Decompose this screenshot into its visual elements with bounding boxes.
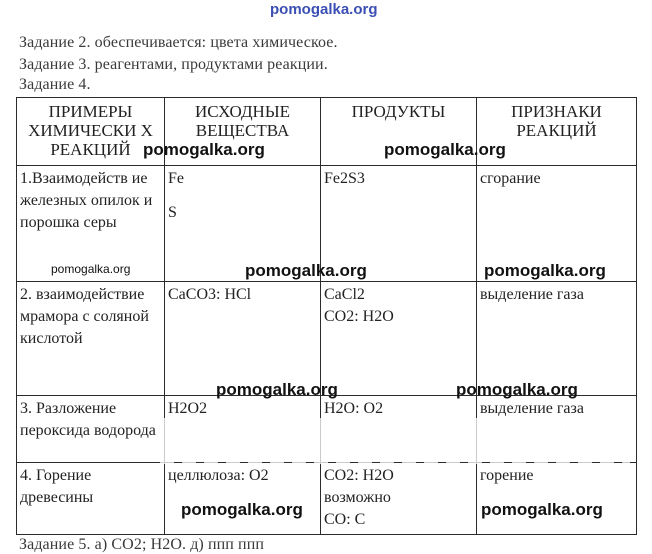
header-reagents: ИСХОДНЫЕ ВЕЩЕСТВА [165, 98, 321, 166]
cell-example: 1.Взаимодейств ие железных опилок и порошка серы [17, 166, 165, 282]
cell-example: 2. взаимодействие мрамора с соляной кислотой [17, 282, 165, 396]
task3-line: Задание 3. реагентами, продуктами реакции. [19, 56, 328, 73]
reagent-text: S [168, 204, 177, 221]
cell-sign: горение [477, 463, 637, 535]
watermark: pomogalka.org [143, 140, 265, 159]
table-row [17, 396, 637, 463]
cell-reagents: целлюлоза: O2 [165, 463, 321, 535]
cell-sign: выделение газа [477, 396, 637, 463]
cell-products [321, 282, 477, 396]
cell-sign: сгорание [477, 166, 637, 282]
table-row [17, 282, 637, 396]
header-examples: ПРИМЕРЫ ХИМИЧЕСКИ Х РЕАКЦИЙ [17, 98, 165, 166]
cell-products: H2O: O2 [321, 396, 477, 463]
watermark: pomogalka.org [181, 500, 303, 519]
product-text: возможно [324, 489, 391, 506]
product-text: CO: C [324, 511, 366, 528]
reactions-table [16, 97, 637, 535]
task4-line: Задание 4. [19, 76, 91, 93]
watermark: pomogalka.org [384, 140, 506, 159]
product-text: CO2: H2O [324, 308, 394, 325]
cell-example: 3. Разложение пероксида водорода [17, 396, 165, 463]
cell-reagents: H2O2 [165, 396, 321, 463]
watermark: pomogalka.org [481, 500, 603, 519]
table-header-row [17, 98, 637, 166]
header-signs: ПРИЗНАКИ РЕАКЦИЙ [477, 98, 637, 166]
table-row [17, 463, 637, 535]
header-products: ПРОДУКТЫ [321, 98, 477, 166]
watermark: pomogalka.org [51, 262, 131, 276]
cell-products [321, 463, 477, 535]
task2-line: Задание 2. обеспечивается: цвета химическое. [19, 34, 338, 51]
product-text: CO2: H2O [324, 467, 394, 484]
cell-sign: выделение газа [477, 282, 637, 396]
watermark: pomogalka.org [484, 261, 606, 280]
cell-example: 4. Горение древесины [17, 463, 165, 535]
reagent-text: Fe [168, 170, 184, 187]
product-text: CaCl2 [324, 286, 365, 303]
watermark: pomogalka.org [456, 380, 578, 399]
task5-line: Задание 5. а) СО2; Н2О. д) ппп ппп [19, 536, 265, 553]
watermark: pomogalka.org [245, 261, 367, 280]
cell-products: Fe2S3 [321, 166, 477, 282]
cell-reagents: CaCO3: HCl [165, 282, 321, 396]
watermark-top: pomogalka.org [270, 1, 378, 18]
watermark: pomogalka.org [216, 380, 338, 399]
